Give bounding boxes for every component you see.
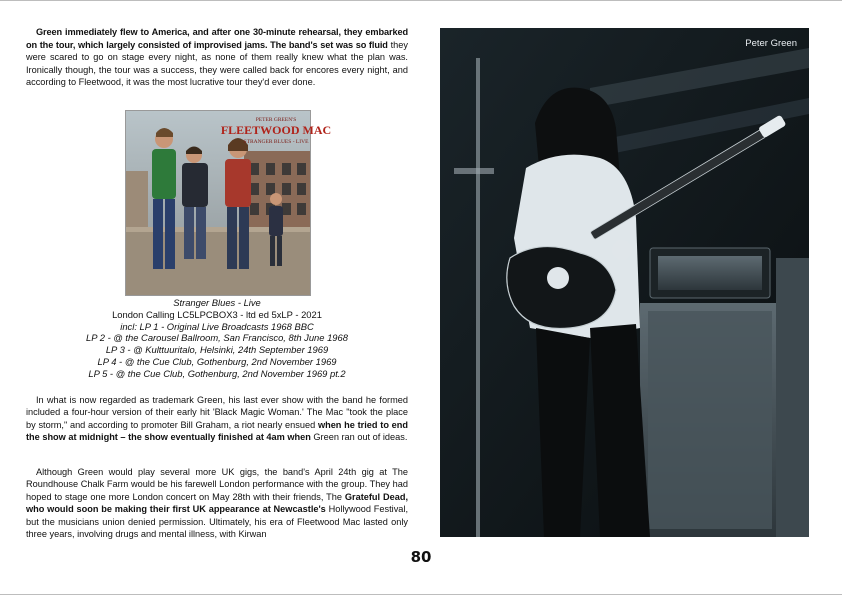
caption-lp1: incl: LP 1 - Original Live Broadcasts 1968 BBC	[120, 320, 314, 332]
para3-bold: Grateful Dead, who would soon be making their first UK appearance at Newcastle's	[26, 491, 409, 515]
paragraph-last-show	[26, 394, 408, 444]
cover-subtitle: STRANGER BLUES - LIVE	[243, 139, 309, 145]
caption-lp3: LP 3 - @ Kulttuuritalo, Helsinki, 24th September 1969	[105, 344, 329, 356]
cover-brand-top: PETER GREEN'S	[255, 117, 297, 123]
album-cover	[125, 110, 332, 296]
cover-brand: FLEETWOOD MAC	[220, 123, 332, 137]
caption-title: Stranger Blues - Live	[173, 297, 261, 308]
paragraph-farewell	[26, 466, 408, 540]
album-cover-art	[126, 111, 332, 295]
page-number: 80	[410, 548, 432, 566]
caption-lp5: LP 5 - @ the Cue Club, Gothenburg, 2nd November 1969 pt.2	[88, 367, 346, 379]
guitarist-photo-art	[440, 28, 809, 537]
para2-tail: Green ran out of ideas.	[310, 432, 408, 443]
intro-rest: they were scared to go on stage every night, as none of them really knew what the plan was. Ironically though, the tour was a success, they were called back for encores every night, and according to Fleetwood, it was the most lucrative tour they'd ever done.	[26, 39, 408, 88]
concert-photo	[440, 28, 809, 537]
intro-paragraph	[26, 26, 408, 89]
para3-text: Although Green would play several more UK gigs, the band's April 24th gig at The Roundhouse Chalk Farm would be his farewell London performance with the group. They had hoped to stage one more London concert on May 28th with their friends, The	[26, 467, 408, 502]
caption-lp2: LP 2 - @ the Carousel Ballroom, San Francisco, 8th June 1968	[86, 332, 348, 344]
caption-label: London Calling LC5LPCBOX3 - ltd ed 5xLP - 2021	[112, 308, 322, 320]
para3-tail: Hollywood Festival, but the musicians union denied permission. Ultimately, his era of Fleetwood Mac lasted only three years, involving drugs and mental illness, with Kirwan	[26, 504, 408, 540]
intro-lead: Green immediately flew to America, and after one 30-minute rehearsal, they embarked on the tour, which largely consisted of improvised jams. The band's set was so fluid	[26, 27, 408, 50]
para2-bold: when he tried to end the show at midnight – the show eventually finished at 4am when	[26, 419, 408, 443]
caption-lp4: LP 4 - @ the Cue Club, Gothenburg, 2nd November 1969	[97, 355, 337, 367]
album-caption	[26, 297, 408, 380]
para2-text: In what is now regarded as trademark Green, his last ever show with the band he formed included a four-hour version of their early hit 'Black Magic Woman.' The Mac "took the place by storm," and according to promoter Bill Graham, a riot nearly ensued	[26, 395, 408, 430]
photo-credit: Peter Green	[745, 38, 797, 49]
